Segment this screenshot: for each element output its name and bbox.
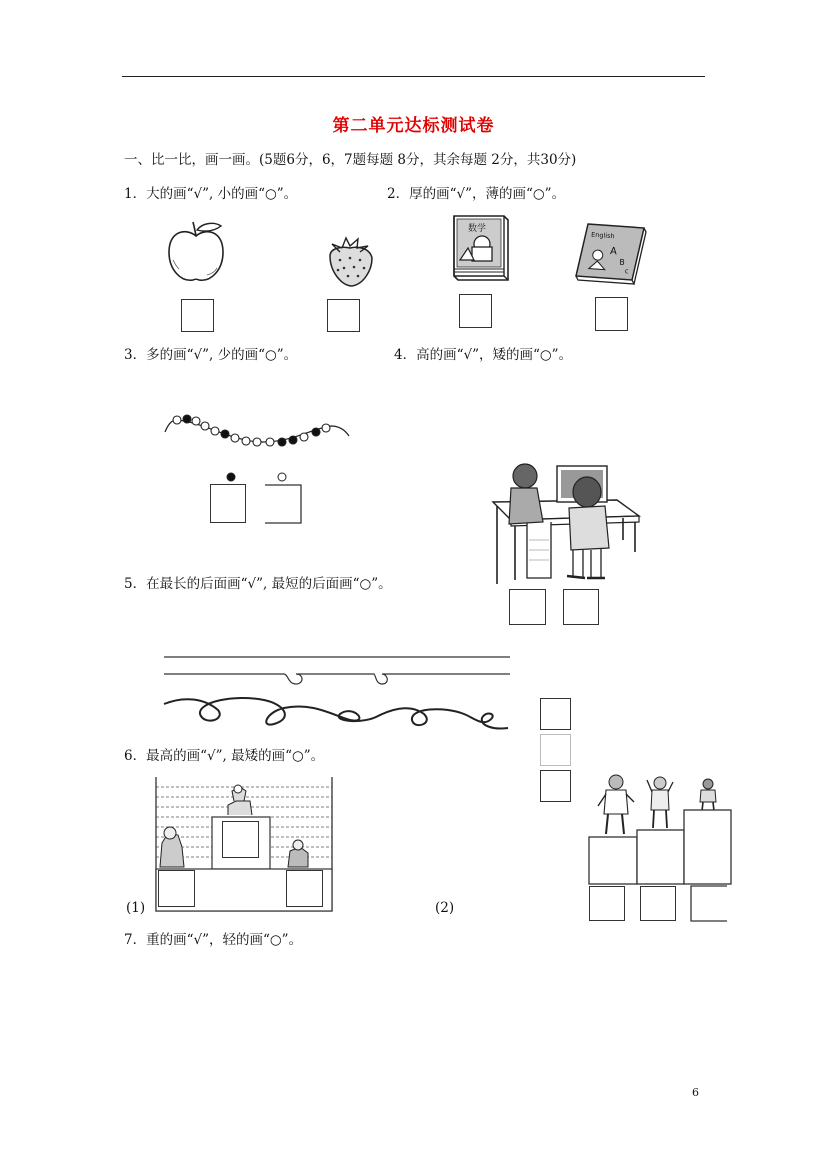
- answer-box-line-1[interactable]: [540, 698, 571, 730]
- answer-box-boy-1[interactable]: [589, 886, 625, 921]
- page-number: 6: [692, 1086, 699, 1099]
- answer-box-strawberry[interactable]: [327, 299, 360, 332]
- strawberry-icon: [322, 236, 378, 290]
- question-3: 3．多的画“√”, 少的画“○”。: [124, 347, 298, 363]
- boy-icon: [695, 778, 723, 812]
- question-5: 5．在最长的后面画“√”, 最短的后面画“○”。: [124, 576, 392, 592]
- answer-box-left-child[interactable]: [509, 589, 546, 625]
- answer-box-monkey[interactable]: [286, 870, 323, 907]
- answer-box-boy-2[interactable]: [640, 886, 676, 921]
- cat-icon: [160, 827, 184, 867]
- math-book-label: 数学: [468, 224, 487, 234]
- question-2: 2．厚的画“√”，薄的画“○”。: [387, 186, 566, 202]
- english-book-icon: [574, 222, 646, 284]
- answer-box-line-2[interactable]: [540, 734, 571, 766]
- curly-line-bottom: [164, 690, 510, 740]
- question-4: 4．高的画“√”，矮的画“○”。: [394, 347, 573, 363]
- straight-line-top: [164, 655, 512, 659]
- answer-bracket-boy-3[interactable]: [690, 885, 728, 922]
- question-6: 6．最高的画“√”, 最矮的画“○”。: [124, 748, 325, 764]
- bead-string-icon: [163, 408, 353, 450]
- answer-box-cat[interactable]: [158, 870, 195, 907]
- page-title: 第二单元达标测试卷: [332, 116, 495, 136]
- answer-box-line-3[interactable]: [540, 770, 571, 802]
- empty-bead-icon: [277, 472, 287, 482]
- question-6-part-1: (1): [126, 900, 146, 916]
- answer-box-filled-beads[interactable]: [210, 484, 246, 523]
- question-6-part-2: (2): [435, 900, 455, 916]
- dog-icon: [228, 785, 252, 815]
- section-heading: 一、比一比，画一画。(5题6分，6，7题每题 8分，其余每题 2分，共30分): [124, 152, 577, 168]
- answer-box-english-book[interactable]: [595, 297, 628, 331]
- answer-box-math-book[interactable]: [459, 294, 492, 328]
- filled-bead-icon: [226, 472, 236, 482]
- question-7: 7．重的画“√”，轻的画“○”。: [124, 932, 303, 948]
- apple-icon: [163, 220, 229, 286]
- question-1: 1．大的画“√”, 小的画“○”。: [124, 186, 298, 202]
- english-book-label: English: [590, 230, 615, 241]
- answer-box-apple[interactable]: [181, 299, 214, 332]
- monkey-icon: [288, 840, 308, 867]
- answer-box-right-child[interactable]: [563, 589, 599, 625]
- svg-text:B: B: [618, 257, 626, 268]
- svg-text:c: c: [624, 267, 629, 276]
- math-book-icon: [446, 214, 512, 282]
- answer-bracket-empty-beads[interactable]: [264, 484, 302, 524]
- children-icon: [487, 460, 645, 586]
- answer-box-dog[interactable]: [222, 821, 259, 858]
- svg-text:A: A: [609, 246, 618, 258]
- steps-diagram: [588, 809, 732, 885]
- header-rule: [122, 76, 705, 77]
